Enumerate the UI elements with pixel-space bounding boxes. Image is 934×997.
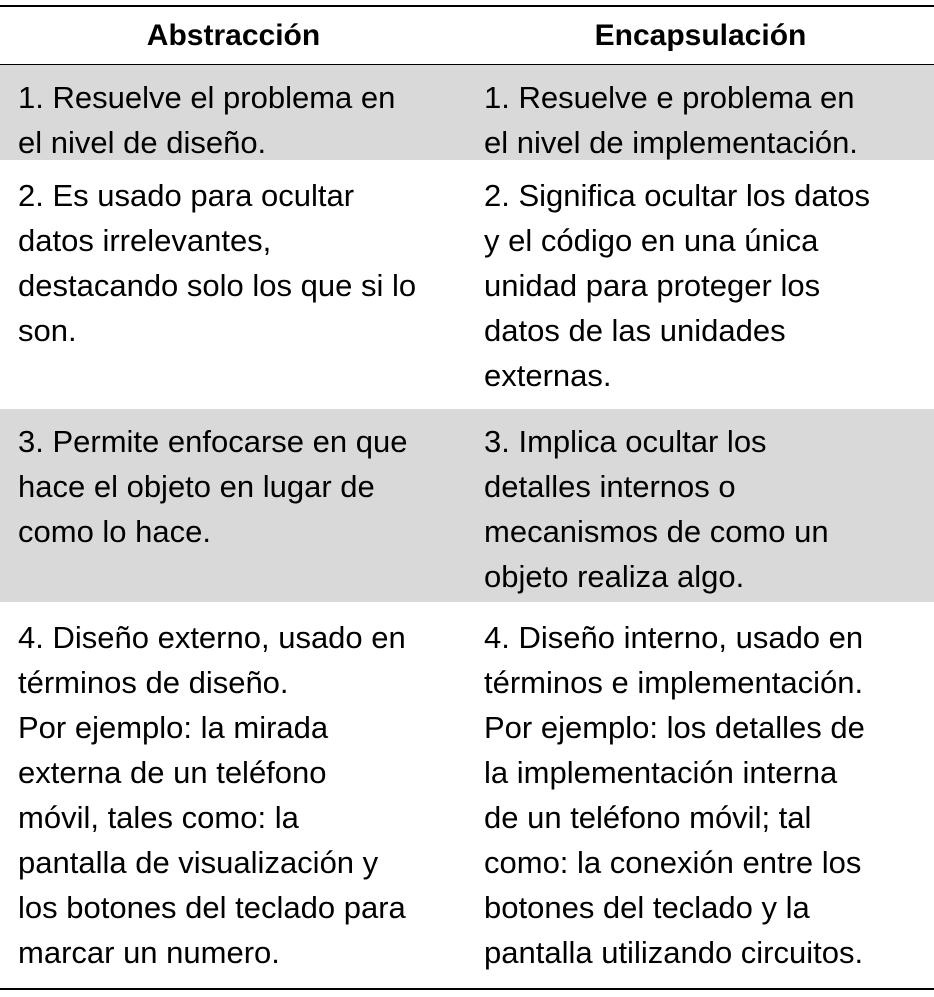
cell-abstraccion-1: 1. Resuelve el problema en el nivel de diseño. [18, 80, 396, 160]
cell-encapsulacion-1: 1. Resuelve e problema en el nivel de implementación. [484, 80, 858, 160]
cell-abstraccion-3: 3. Permite enfocarse en que hace el objeto en lugar de como lo hace. [18, 424, 408, 549]
table-row-4 [0, 605, 934, 988]
table-header-row [0, 7, 934, 64]
cell-encapsulacion-4: 4. Diseño interno, usado en términos e implementación. Por ejemplo: los detalles de la implementación interna de un teléfono móvil; tal como: la conexión entre los botones del teclado y la pantalla utilizando circuitos. [484, 620, 865, 970]
cell-encapsulacion-2: 2. Significa ocultar los datos y el código en una única unidad para proteger los datos de las unidades externas. [484, 178, 870, 393]
table-row-1 [0, 65, 934, 163]
header-abstraccion: Abstracción [146, 18, 321, 52]
header-encapsulacion: Encapsulación [594, 18, 807, 52]
cell-abstraccion-4: 4. Diseño externo, usado en términos de diseño. Por ejemplo: la mirada externa de un teléfono móvil, tales como: la pantalla de visualización y los botones del teclado para marcar un numero. [18, 620, 406, 970]
table-row-3 [0, 409, 934, 605]
cell-abstraccion-2: 2. Es usado para ocultar datos irrelevantes, destacando solo los que si lo son. [18, 178, 417, 348]
table-bottom-rule [0, 988, 934, 990]
cell-encapsulacion-3: 3. Implica ocultar los detalles internos o mecanismos de como un objeto realiza algo. [484, 424, 829, 594]
table-row-2 [0, 163, 934, 409]
